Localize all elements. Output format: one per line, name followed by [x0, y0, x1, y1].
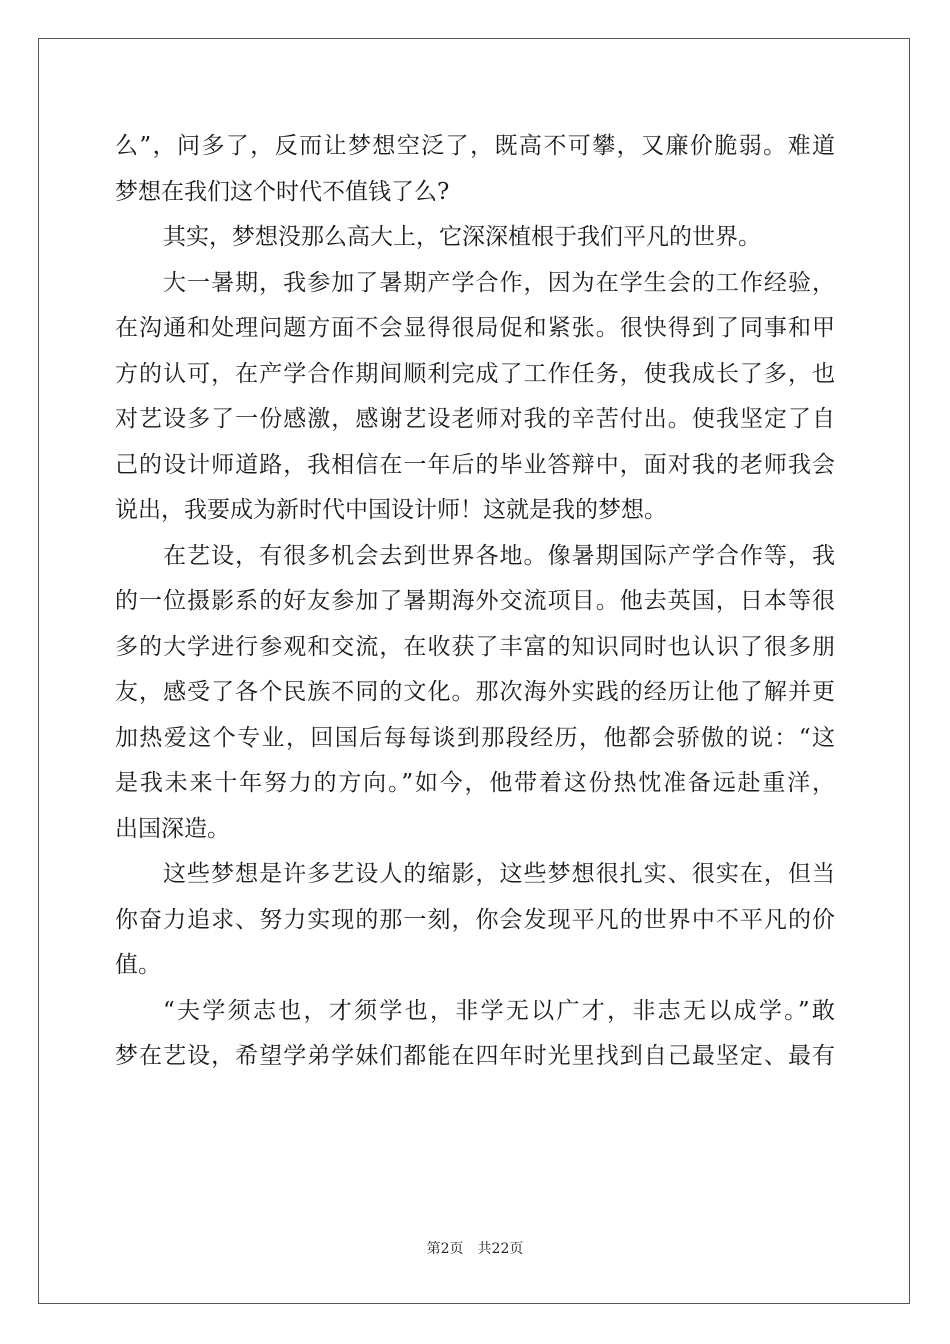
page-footer	[0, 1238, 950, 1258]
text-line: 在沟通和处理问题方面不会显得很局促和紧张。很快得到了同事和甲	[115, 315, 835, 341]
text-line: 这些梦想是许多艺设人的缩影，这些梦想很扎实、很实在，但当	[163, 861, 835, 887]
text-line: 出国深造。	[115, 815, 230, 842]
text-line: 你奋力追求、努力实现的那一刻，你会发现平凡的世界中不平凡的价	[115, 906, 835, 933]
text-line: 么”，问多了，反而让梦想空泛了，既高不可攀，又廉价脆弱。难道	[115, 133, 835, 159]
text-line: 其实，梦想没那么高大上，它深深植根于我们平凡的世界。	[163, 224, 761, 250]
text-line: 加热爱这个专业，回国后每每谈到那段经历，他都会骄傲的说：“这	[115, 724, 835, 751]
page-number: 第2页	[426, 1241, 464, 1257]
text-line: 是我未来十年努力的方向。”如今，他带着这份热忱准备远赴重洋，	[115, 770, 835, 796]
page-total: 共22页	[477, 1241, 524, 1257]
text-line: 方的认可，在产学合作期间顺利完成了工作任务，使我成长了多，也	[115, 360, 835, 387]
text-line: 友，感受了各个民族不同的文化。那次海外实践的经历让他了解并更	[115, 679, 835, 705]
text-line: 值。	[115, 952, 161, 978]
text-line: 梦想在我们这个时代不值钱了么?	[115, 178, 450, 205]
text-line: 在艺设，有很多机会去到世界各地。像暑期国际产学合作等，我	[163, 542, 835, 569]
text-line: 的一位摄影系的好友参加了暑期海外交流项目。他去英国，日本等很	[115, 588, 835, 614]
text-line: “夫学须志也，才须学也，非学无以广才，非志无以成学。”敢	[163, 997, 835, 1024]
text-line: 多的大学进行参观和交流，在收获了丰富的知识同时也认识了很多朋	[115, 633, 835, 660]
text-line: 大一暑期，我参加了暑期产学合作，因为在学生会的工作经验，	[163, 269, 835, 296]
document-body	[115, 124, 835, 1080]
text-line: 对艺设多了一份感激，感谢艺设老师对我的辛苦付出。使我坚定了自	[115, 406, 835, 432]
text-line: 说出，我要成为新时代中国设计师！这就是我的梦想。	[115, 497, 667, 523]
text-line: 梦在艺设，希望学弟学妹们都能在四年时光里找到自己最坚定、最有	[115, 1043, 835, 1069]
text-line: 己的设计师道路，我相信在一年后的毕业答辩中，面对我的老师我会	[115, 451, 835, 478]
